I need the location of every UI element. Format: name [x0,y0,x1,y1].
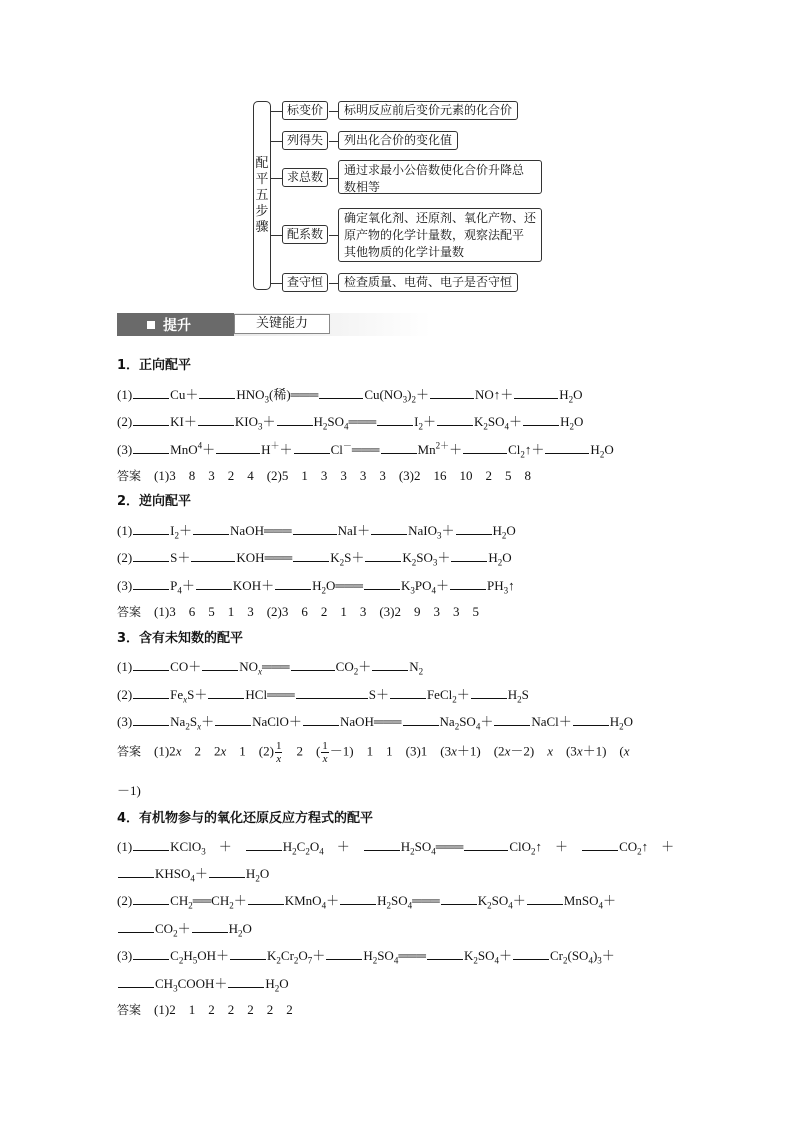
connector-4 [329,235,338,236]
q4-eq1-cont: $KHSO_4+ H_2O$ [117,865,269,882]
step-4-label: 配系数 [282,225,328,244]
tick-2 [270,141,282,142]
step-3-label: 求总数 [282,168,328,187]
connector-3 [329,178,338,179]
q2-title: 2．逆向配平 [117,494,192,509]
q4-eq2-cont: $CO_2+ H_2O$ [117,920,252,937]
q1-eq1: (1) $Cu+ HNO_3$(稀)═══ $Cu(NO_3)_2+$ NO↑＋ $H_2O$ [117,387,583,405]
q3-answer-cont: －1) [117,783,141,798]
q2-eq2: (2) S＋ KOH═══ $K_2S+ K_2SO_3+ H_2O$ [117,550,512,568]
step-2-desc: 列出化合价的变化值 [338,131,458,150]
q4-eq1: (1) KClO$_3$ ＋ $H_2C_2O_4$ ＋ $H_2SO_4═══$ ClO$_2$↑ ＋ $CO_2↑$ ＋ [117,839,675,857]
tick-4 [270,235,282,236]
step-2-label: 列得失 [282,131,328,150]
connector-2 [329,141,338,142]
bracket-line [270,111,281,283]
q3-eq2: (2) $Fe_xS+$ HCl═══ S＋ FeCl$_2$＋ $H_2S$ [117,687,529,705]
q2-answer: 答案 (1)3 6 5 1 3 (2)3 6 2 1 3 (3)2 9 3 3 5 [117,604,480,619]
tick-5 [270,283,282,284]
step-5-label: 查守恒 [282,273,328,292]
tick-1 [270,111,282,112]
section-header-title: 提升 [117,313,234,336]
q4-eq2: (2) $CH_2══CH_2+$ KMnO$_4$＋ $H_2SO_4═══$ $K_2SO_4+$ MnSO$_4$＋ [117,893,616,911]
connector-5 [329,283,338,284]
section-header-subtitle: 关键能力 [234,314,330,334]
step-5-desc: 检查质量、电荷、电子是否守恒 [338,273,518,292]
q1-answer: 答案 (1)3 8 3 2 4 (2)5 1 3 3 3 3 (3)2 16 10 2 5 8 [117,468,532,483]
q2-eq1: (1) $I_2+$ NaOH═══ NaI＋ NaIO$_3$＋ $H_2O$ [117,523,516,541]
step-3-desc: 通过求最小公倍数使化合价升降总 数相等 [338,160,542,194]
step-4-desc: 确定氧化剂、还原剂、氧化产物、还 原产物的化学计量数，观察法配平 其他物质的化学计量数 [338,208,542,262]
q3-title: 3．含有未知数的配平 [117,631,244,646]
square-icon [147,321,155,329]
q4-title: 4．有机物参与的氧化还原反应方程式的配平 [117,811,374,826]
q3-eq1: (1) $CO+ NO_x═══$ $CO_2+ N_2$ [117,659,424,677]
q4-eq3: (3) $C_2H_5OH+ K_2Cr_2O_7+$ $H_2SO_4═══$ $K_2SO_4+ Cr_2(SO_4)_3+$ [117,948,615,966]
q1-title: 1．正向配平 [117,358,192,373]
q1-eq2: (2) $KI+ KIO_3+$ $H_2SO_4═══$ $I_2+ K_2SO_4+ H_2O$ [117,414,584,432]
step-1-desc: 标明反应前后变价元素的化合价 [338,101,518,120]
q3-answer: 答案 (1)2x 2 2x 1 (2) $\frac{1}{x}$ 2 ( $\frac{1}{x}$ －1) 1 1 (3)1 (3x＋1) (2x－2) x (3x＋1) (x [117,740,630,765]
q1-eq3: (3) MnO$^4$＋ H＋＋ Cl－═══ $Mn^{2+}+$ $Cl_2↑+ H_2O$ [117,440,614,460]
step-1-label: 标变价 [282,101,328,120]
connector-1 [329,111,338,112]
q3-eq3: (3) $Na_2S_x+$ NaClO＋ NaOH═══ $Na_2SO_4+$ NaCl＋ $H_2O$ [117,714,634,732]
steps-side-label: 配平五步骤 [253,101,271,290]
q4-answer: 答案 (1)2 1 2 2 2 2 2 [117,1002,293,1017]
q4-eq3-cont: $CH_3COOH+ H_2O$ [117,975,289,992]
q2-eq3: (3) $P_4+ KOH+$ $H_2O═══$ $K_3PO_4+$ $PH_3↑$ [117,578,515,596]
tick-3 [270,178,282,179]
